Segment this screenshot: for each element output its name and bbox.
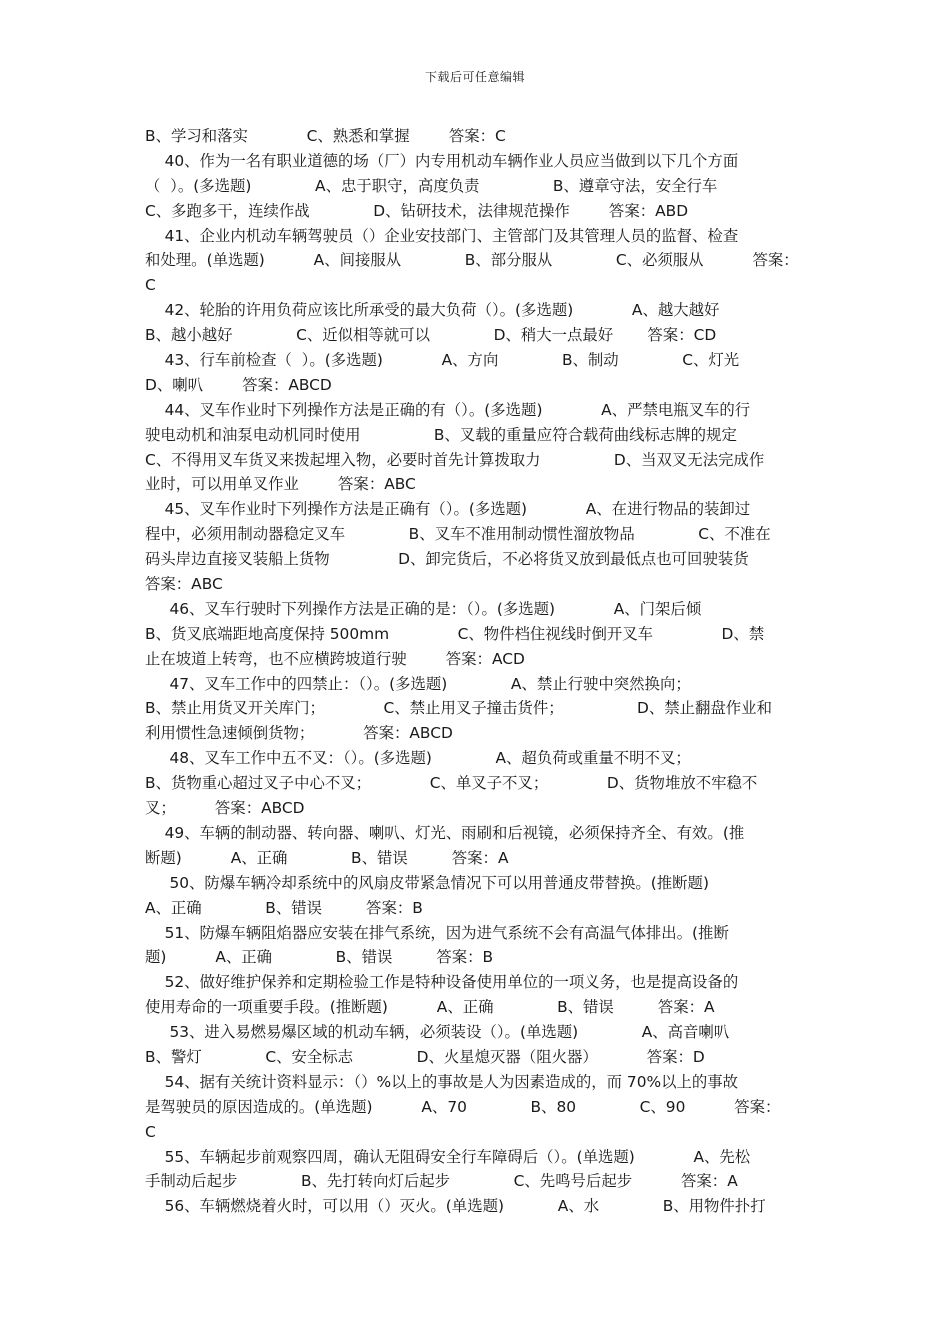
text-line: 40、作为一名有职业道德的场（厂）内专用机动车辆作业人员应当做到以下几个方面 [145, 151, 739, 170]
text-line: D、喇叭 答案：ABCD [145, 375, 332, 394]
text-line: B、警灯 C、安全标志 D、火星熄灭器（阻火器） 答案：D [145, 1047, 705, 1066]
text-line: 止在坡道上转弯，也不应横跨坡道行驶 答案：ACD [145, 649, 525, 668]
text-line: 和处理。(单选题) A、间接服从 B、部分服从 C、必须服从 答案： [145, 251, 799, 270]
page-header: 下载后可任意编辑 [424, 70, 525, 84]
text-line: 56、车辆燃烧着火时，可以用（）灭火。(单选题) A、水 B、用物件扑打 [145, 1197, 766, 1216]
text-line: C、多跑多干，连续作战 D、钻研技术，法律规范操作 答案：ABD [145, 201, 689, 220]
text-line: 54、据有关统计资料显示：（）%以上的事故是人为因素造成的，而 70%以上的事故 [145, 1072, 739, 1091]
text-line: 52、做好维护保养和定期检验工作是特种设备使用单位的一项义务，也是提高设备的 [145, 973, 739, 992]
text-line: 42、轮胎的许用负荷应该比所承受的最大负荷（）。(多选题) A、越大越好 [145, 301, 720, 320]
text-line: C、不得用叉车货叉来拨起埋入物，必要时首先计算拨取力 D、当双叉无法完成作 [145, 450, 765, 469]
text-line: B、货物重心超过叉子中心不叉； C、单叉子不叉； D、货物堆放不牢稳不 [145, 774, 758, 793]
text-line: 48、叉车工作中五不叉：（）。(多选题) A、超负荷或重量不明不叉； [145, 749, 691, 768]
text-line: B、越小越好 C、近似相等就可以 D、稍大一点最好 答案：CD [145, 326, 717, 345]
text-line: A、正确 B、错误 答案：B [145, 898, 423, 917]
document-body [145, 124, 807, 1219]
text-line: 51、防爆车辆阻焰器应安装在排气系统，因为进气系统不会有高温气体排出。(推断 [145, 923, 729, 942]
text-line: 49、车辆的制动器、转向器、喇叭、灯光、雨刷和后视镜，必须保持齐全、有效。(推 [145, 823, 745, 842]
text-line: 41、企业内机动车辆驾驶员（）企业安技部门、主管部门及其管理人员的监督、检查 [145, 226, 739, 245]
text-line: 50、防爆车辆冷却系统中的风扇皮带紧急情况下可以用普通皮带替换。(推断题) [145, 873, 709, 892]
text-line: 答案：ABC [145, 575, 223, 594]
text-line: 程中，必须用制动器稳定叉车 B、叉车不准用制动惯性溜放物品 C、不准在 [145, 525, 771, 544]
text-line: 43、行车前检查（ ）。(多选题) A、方向 B、制动 C、灯光 [145, 351, 740, 370]
text-line: （ ）。(多选题) A、忠于职守，高度负责 B、遵章守法，安全行车 [145, 176, 718, 195]
text-line: 叉； 答案：ABCD [145, 799, 305, 818]
text-line: 45、叉车作业时下列操作方法是正确有（）。(多选题) A、在进行物品的装卸过 [145, 500, 751, 519]
text-line: 46、叉车行驶时下列操作方法是正确的是：（）。(多选题) A、门架后倾 [145, 599, 702, 618]
text-line: 题) A、正确 B、错误 答案：B [145, 948, 494, 967]
text-line: B、货叉底端距地高度保持 500mm C、物件档住视线时倒开叉车 D、禁 [145, 624, 765, 643]
text-line: 44、叉车作业时下列操作方法是正确的有（）。(多选题) A、严禁电瓶叉车的行 [145, 400, 751, 419]
text-line: 47、叉车工作中的四禁止：（）。(多选题) A、禁止行驶中突然换向； [145, 674, 691, 693]
text-line: 断题) A、正确 B、错误 答案：A [145, 848, 509, 867]
text-line: 53、进入易燃易爆区域的机动车辆，必须装设（）。(单选题) A、高音喇叭 [145, 1023, 730, 1042]
text-line: 码头岸边直接叉装船上货物 D、卸完货后，不必将货叉放到最低点也可回驶装货 [145, 550, 749, 569]
text-line: 是驾驶员的原因造成的。(单选题) A、70 B、80 C、90 答案： [145, 1097, 781, 1116]
text-line: 业时，可以用单叉作业 答案：ABC [145, 475, 416, 494]
text-line: 利用惯性急速倾倒货物； 答案：ABCD [145, 724, 453, 743]
text-line: B、禁止用货叉开关库门； C、禁止用叉子撞击货件； D、禁止翻盘作业和 [145, 699, 772, 718]
text-line: 使用寿命的一项重要手段。(推断题) A、正确 B、错误 答案：A [145, 998, 715, 1017]
text-line: 55、车辆起步前观察四周，确认无阻碍安全行车障碍后（）。(单选题) A、先松 [145, 1147, 751, 1166]
text-line: 驶电动机和油泵电动机同时使用 B、叉载的重量应符合载荷曲线标志牌的规定 [145, 425, 737, 444]
text-line: 手制动后起步 B、先打转向灯后起步 C、先鸣号后起步 答案：A [145, 1172, 738, 1191]
text-line: C [145, 1122, 156, 1141]
text-line: C [145, 276, 156, 295]
text-line: B、学习和落实 C、熟悉和掌握 答案：C [145, 127, 506, 145]
